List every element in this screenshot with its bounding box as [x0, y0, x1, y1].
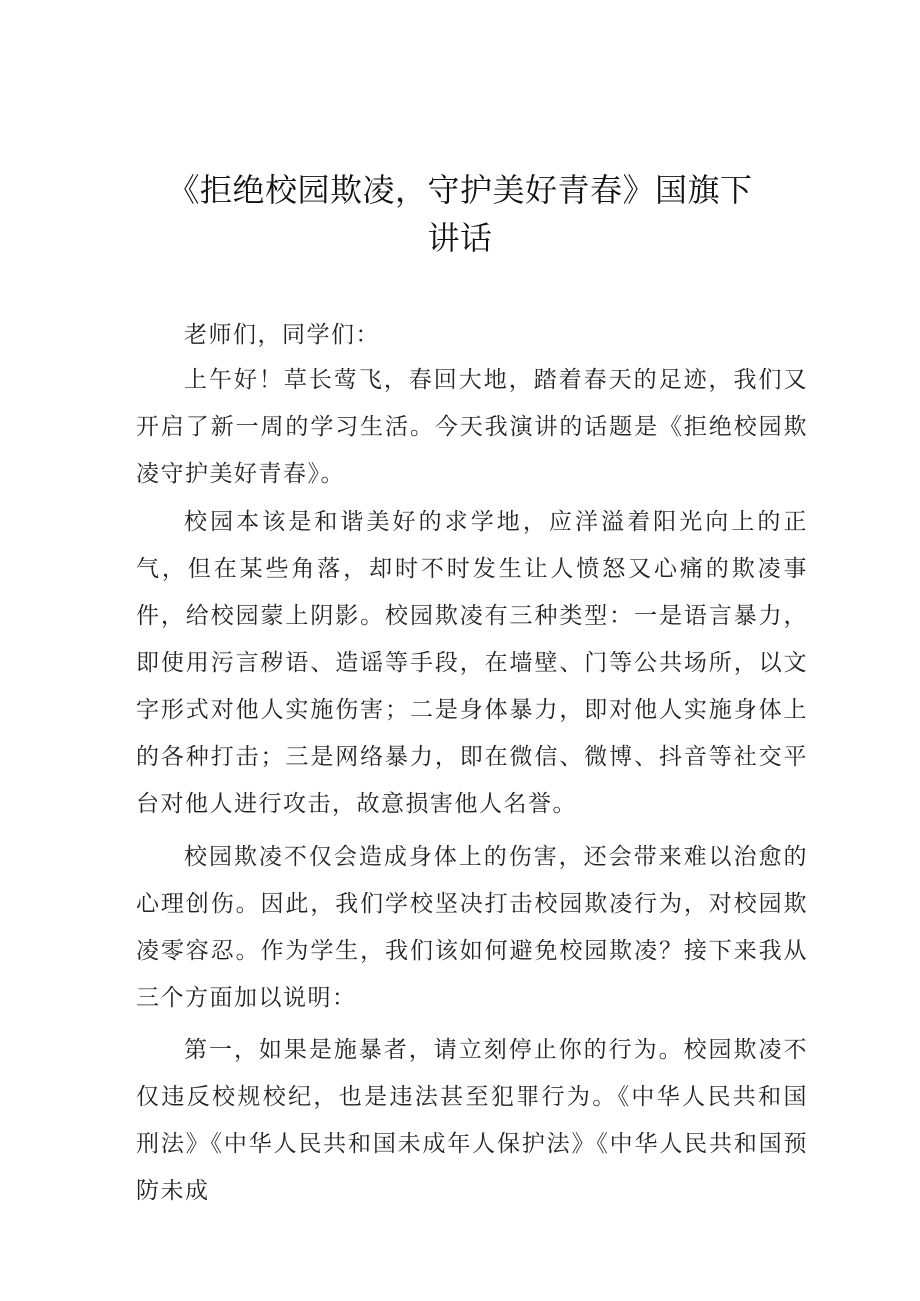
document-title-line-2: 讲话 — [427, 219, 493, 257]
document-title-line-1: 《拒绝校园欺凌，守护美好青春》国旗下 — [167, 171, 753, 209]
bullying-harm-paragraph: 校园欺凌不仅会造成身体上的伤害，还会带来难以治愈的心理创伤。因此，我们学校坚决打击校园欺凌行为，对校园欺凌零容忍。作为学生，我们该如何避免校园欺凌？接下来我从三个方面加以说明： — [136, 844, 808, 1011]
bullying-types-paragraph: 校园本该是和谐美好的求学地，应洋溢着阳光向上的正气，但在某些角落，却时不时发生让人愤怒又心痛的欺凌事件，给校园蒙上阴影。校园欺凌有三种类型：一是语言暴力，即使用污言秽语、造谣等手段，在墙壁、门等公共场所，以文字形式对他人实施伤害；二是身体暴力，即对他人实施身体上的各种打击；三是网络暴力，即在微信、微博、抖音等社交平台对他人进行攻击，故意损害他人名誉。 — [136, 509, 808, 817]
salutation-paragraph: 老师们，同学们： — [184, 322, 380, 348]
greeting-paragraph: 上午好！草长莺飞，春回大地，踏着春天的足迹，我们又开启了新一周的学习生活。今天我演讲的话题是《拒绝校园欺凌守护美好青春》。 — [136, 367, 808, 487]
first-point-paragraph: 第一，如果是施暴者，请立刻停止你的行为。校园欺凌不仅违反校规校纪，也是违法甚至犯罪行为。《中华人民共和国刑法》《中华人民共和国未成年人保护法》《中华人民共和国预防未成 — [136, 1037, 808, 1204]
